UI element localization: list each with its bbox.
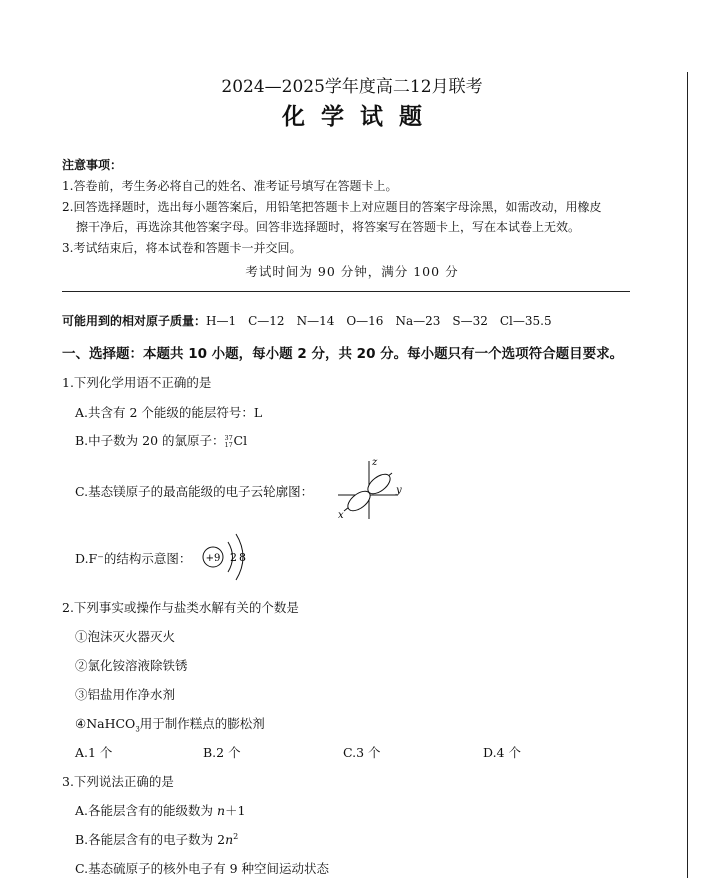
atomic-mass-line <box>62 312 552 329</box>
exam-title: 化学试题 <box>282 104 438 130</box>
note-item-1: 1.答卷前，考生务必将自己的姓名、准考证号填写在答题卡上。 <box>62 179 398 193</box>
q2-option-c: C.3 个 <box>343 745 381 760</box>
q2-item-4 <box>75 714 265 734</box>
q1-option-b-text: B.中子数为 20 的氯原子： <box>75 433 225 448</box>
x-axis-label: x <box>338 510 344 521</box>
right-margin-line <box>687 72 688 878</box>
q2-item-4-formula: ④NaHCO <box>75 716 136 731</box>
mass-number: 37 <box>224 433 233 442</box>
nucleus-charge: +9 <box>205 553 221 564</box>
exam-time-info: 考试时间为 90 分钟，满分 100 分 <box>245 264 459 279</box>
q1-option-d: D.F⁻的结构示意图： <box>75 551 192 566</box>
q1-option-c: C.基态镁原子的最高能级的电子云轮廓图： <box>75 484 314 499</box>
shell-electrons-1: 2 <box>230 551 237 564</box>
q2-stem: 2.下列事实或操作与盐类水解有关的个数是 <box>62 600 299 615</box>
q2-option-a: A.1 个 <box>75 745 113 760</box>
q3-option-a-var: n <box>216 803 226 818</box>
q3-option-b-sup: 2 <box>233 831 239 841</box>
q2-item-4-text: 用于制作糕点的膨松剂 <box>139 716 265 731</box>
q3-option-b-var: n <box>225 832 234 847</box>
z-axis-label: z <box>372 457 378 468</box>
y-axis-label: y <box>396 485 402 496</box>
divider <box>62 291 630 292</box>
q3-option-a-suffix: ＋1 <box>225 803 246 818</box>
q2-option-d: D.4 个 <box>483 745 521 760</box>
q3-option-a-text: A.各能层含有的能级数为 <box>75 803 217 818</box>
q3-option-b-text: B.各能层含有的电子数为 2 <box>75 832 226 847</box>
note-item-3: 3.考试结束后，将本试卷和答题卡一并交回。 <box>62 241 302 255</box>
q2-option-b: B.2 个 <box>203 745 241 760</box>
q2-item-4-subscript: 3 <box>135 725 140 734</box>
element-symbol: Cl <box>233 433 248 448</box>
q3-stem: 3.下列说法正确的是 <box>62 774 174 789</box>
isotope-notation <box>225 435 234 449</box>
atomic-mass-values: H—1 C—12 N—14 O—16 Na—23 S—32 Cl—35.5 <box>206 314 552 328</box>
q1-stem: 1.下列化学用语不正确的是 <box>62 375 212 390</box>
note-item-2: 2.回答选择题时，选出每小题答案后，用铅笔把答题卡上对应题目的答案字母涂黑，如需改动，用橡皮 <box>62 200 602 214</box>
atomic-mass-label: 可能用到的相对原子质量： <box>62 314 207 328</box>
q2-item-2: ②氯化铵溶液除铁锈 <box>75 658 188 673</box>
exam-header: 2024—2025学年度高二12月联考 <box>221 77 483 97</box>
q3-option-c: C.基态硫原子的核外电子有 9 种空间运动状态 <box>75 861 329 876</box>
shell-electrons-2: 8 <box>239 551 246 564</box>
q3-option-b <box>75 830 238 848</box>
section-heading: 一、选择题：本题共 10 小题，每小题 2 分，共 20 分。每小题只有一个选项符合题目要求。 <box>62 346 624 362</box>
q2-item-3: ③铝盐用作净水剂 <box>75 687 176 702</box>
q2-item-1: ①泡沫灭火器灭火 <box>75 629 176 644</box>
p-orbital-diagram <box>332 455 412 521</box>
notes-title: 注意事项： <box>62 158 123 172</box>
ion-structure-diagram <box>198 530 254 586</box>
q1-option-b <box>75 431 247 449</box>
note-item-2-cont: 擦干净后，再选涂其他答案字母。回答非选择题时，将答案写在答题卡上，写在本试卷上无效。 <box>76 220 581 234</box>
q1-option-a: A.共含有 2 个能级的能层符号：L <box>75 405 263 420</box>
q3-option-a <box>75 801 246 819</box>
atomic-number: 17 <box>224 440 233 449</box>
